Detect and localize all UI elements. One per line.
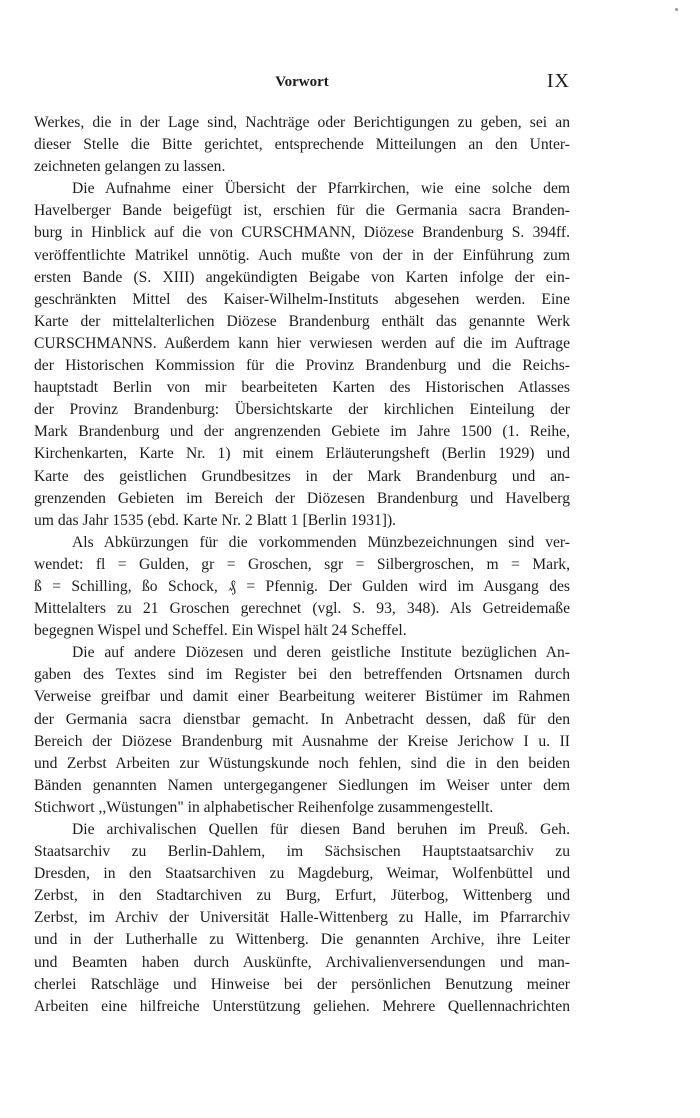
page-number: IX [546,70,570,92]
text-line: wendet: fl = Gulden, gr = Groschen, sgr = Silbergroschen, m = Mark, [34,555,570,573]
text-line: Karte der mittelalterlichen Diözese Brandenburg enthält das genannte Werk [34,312,570,330]
text-line: Als Abkürzungen für die vorkommenden Münzbezeichnungen sind ver- [72,533,570,551]
text-line: burg in Hinblick auf die von CURSCHMANN, Diözese Brandenburg S. 394ff. [34,224,570,242]
page-header [34,70,570,94]
text-line: um das Jahr 1535 (ebd. Karte Nr. 2 Blatt 1 [Berlin 1931]). [34,511,397,529]
scan-speck [675,8,678,11]
text-line: Arbeiten eine hilfreiche Unterstützung geliehen. Mehrere Quellennachrichten [34,997,570,1015]
text-line: Werkes, die in der Lage sind, Nachträge oder Berichtigungen zu geben, sei an [34,114,570,131]
body-text [34,112,570,1018]
text-line: Die Aufnahme einer Übersicht der Pfarrkirchen, wie eine solche dem [72,180,570,198]
text-line: dieser Stelle die Bitte gerichtet, entsprechende Mitteilungen an den Unter- [34,136,570,154]
text-line: gaben des Textes sind im Register bei den betreffenden Ortsnamen durch [34,666,570,684]
text-line: veröffentlichte Matrikel unnötig. Auch mußte von der in der Einführung zum [34,246,570,264]
text-line: begegnen Wispel und Scheffel. Ein Wispel hält 24 Scheffel. [34,622,407,640]
text-line: Bänden genannten Namen untergegangener Siedlungen im Weiser unter dem [34,776,570,794]
text-line: Bereich der Diözese Brandenburg mit Ausnahme der Kreise Jerichow I u. II [34,732,570,750]
text-line: hauptstadt Berlin von mir bearbeiteten Karten des Historischen Atlasses [34,379,570,397]
text-line: und in der Lutherhalle zu Wittenberg. Die genannten Archive, ihre Leiter [34,931,570,949]
text-line: Mittelalters zu 21 Groschen gerechnet (vgl. S. 93, 348). Als Getreidemaße [34,600,570,618]
text-line: der Historischen Kommission für die Provinz Brandenburg und die Reichs- [34,357,570,375]
text-line: Mark Brandenburg und der angrenzenden Gebiete im Jahre 1500 (1. Reihe, [34,423,570,441]
text-line: CURSCHMANNS. Außerdem kann hier verwiesen werden auf die im Auftrage [34,334,570,352]
text-line: der Provinz Brandenburg: Übersichtskarte der kirchlichen Einteilung der [34,401,570,419]
text-line: und Zerbst Arbeiten zur Wüstungskunde noch fehlen, sind die in den beiden [34,754,570,772]
text-line: ß = Schilling, ßo Schock, ₰ = Pfennig. Der Gulden wird im Ausgang des [34,577,570,595]
text-line: Zerbst, in den Stadtarchiven zu Burg, Erfurt, Jüterbog, Wittenberg und [34,887,570,905]
text-line: Verweise greifbar und damit einer Bearbeitung weiterer Bistümer im Rahmen [34,688,570,706]
text-line: Dresden, in den Staatsarchiven zu Magdeburg, Weimar, Wolfenbüttel und [34,865,570,883]
text-line: zeichneten gelangen zu lassen. [34,158,226,176]
text-line: Zerbst, im Archiv der Universität Halle-Wittenberg zu Halle, im Pfarrarchiv [34,909,570,927]
text-line: Stichwort ,,Wüstungen" in alphabetischer Reihenfolge zusammengestellt. [34,798,494,816]
text-line: der Germania sacra dienstbar gemacht. In Anbetracht dessen, daß für den [34,710,570,728]
text-line: Die archivalischen Quellen für diesen Band beruhen im Preuß. Geh. [72,821,570,838]
text-line: Havelberger Bande beigefügt ist, erschien für die Germania sacra Branden- [34,202,570,220]
text-line: Karte des geistlichen Grundbesitzes in der Mark Brandenburg und an- [34,467,570,485]
running-title: Vorwort [275,74,329,90]
text-line: ersten Bande (S. XIII) angekündigten Beigabe von Karten infolge der ein- [34,268,570,286]
text-line: geschränkten Mittel des Kaiser-Wilhelm-Instituts abgesehen werden. Eine [34,290,570,308]
text-line: und Beamten haben durch Auskünfte, Archivalienversendungen und man- [34,953,570,971]
text-line: cherlei Ratschläge und Hinweise bei der persönlichen Benutzung meiner [34,975,570,993]
text-line: grenzenden Gebieten im Bereich der Diözesen Brandenburg und Havelberg [34,489,570,507]
text-line: Kirchenkarten, Karte Nr. 1) mit einem Erläuterungsheft (Berlin 1929) und [34,445,570,463]
text-line: Staatsarchiv zu Berlin-Dahlem, im Sächsischen Hauptstaatsarchiv zu [34,843,570,861]
text-line: Die auf andere Diözesen und deren geistliche Institute bezüglichen An- [72,644,570,662]
